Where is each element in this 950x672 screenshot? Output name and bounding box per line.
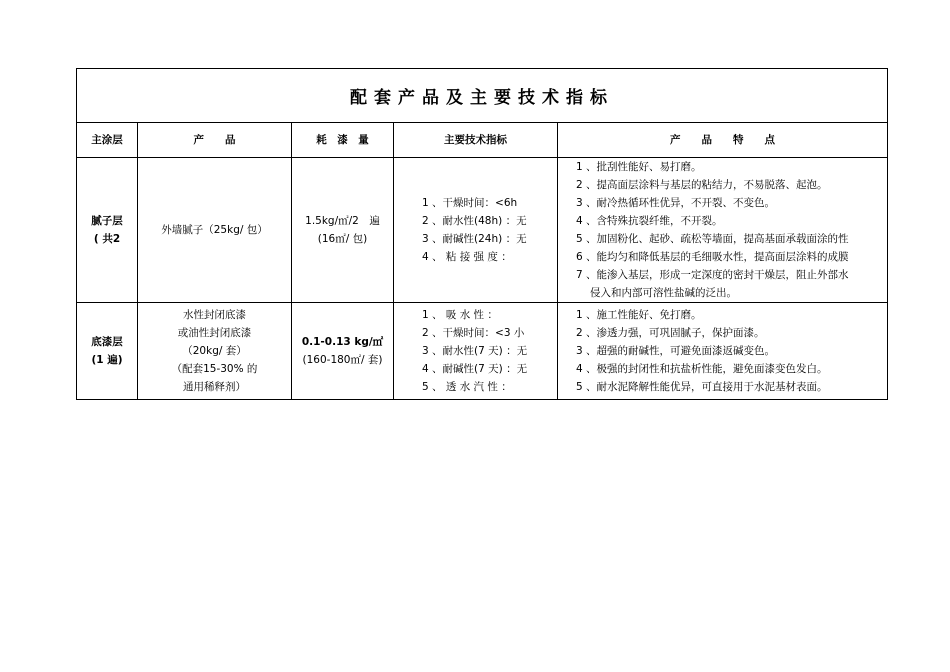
usage-cell: [292, 303, 394, 400]
usage-amount: 1.5kg/㎡/2 遍: [305, 215, 380, 227]
product-line: 或油性封闭底漆: [177, 327, 252, 339]
feature-item: 1 、批刮性能好、易打磨。: [576, 161, 702, 173]
header-spec: 主要技术指标: [394, 123, 558, 158]
spec-cell: [394, 303, 558, 400]
spec-item: 4 、耐碱性(7 天) ：无: [422, 363, 528, 375]
layer-coats: (1 遍): [91, 354, 123, 366]
header-usage: 耗 漆 量: [292, 123, 394, 158]
spec-item: 4 、 粘 接 强 度 ：: [422, 251, 512, 263]
product-line: 通用稀释剂）: [183, 381, 246, 393]
spec-document: [76, 68, 888, 400]
product-line: 外墙腻子（25kg/ 包）: [161, 224, 268, 236]
layer-cell: [77, 158, 138, 303]
usage-cell: [292, 158, 394, 303]
spec-item: 3 、耐水性(7 天) ：无: [422, 345, 528, 357]
layer-cell: [77, 303, 138, 400]
feature-item: 2 、提高面层涂料与基层的粘结力，不易脱落、起泡。: [576, 179, 828, 191]
feature-item: 5 、加固粉化、起砂、疏松等墙面，提高基面承载面涂的性: [576, 233, 849, 245]
product-cell: [138, 303, 292, 400]
spec-table: [77, 123, 887, 399]
layer-name: 腻子层: [91, 215, 123, 227]
table-header-row: [77, 123, 887, 158]
usage-coverage: (16㎡/ 包): [317, 233, 368, 245]
header-layer: 主涂层: [77, 123, 138, 158]
spec-item: 1 、干燥时间：<6h: [422, 197, 518, 209]
layer-name: 底漆层: [91, 336, 123, 348]
spec-item: 2 、耐水性(48h) ：无: [422, 215, 527, 227]
feature-item: 6 、能均匀和降低基层的毛细吸水性，提高面层涂料的成膜: [576, 251, 849, 263]
feature-item: 3 、超强的耐碱性，可避免面漆返碱变色。: [576, 345, 776, 357]
product-line: 水性封闭底漆: [183, 309, 246, 321]
features-cell: [558, 303, 888, 400]
feature-item: 2 、渗透力强，可巩固腻子，保护面漆。: [576, 327, 765, 339]
layer-coats: ( 共2: [93, 233, 121, 245]
table-row: [77, 303, 887, 400]
product-line: （配套15-30% 的: [171, 363, 258, 375]
spec-cell: [394, 158, 558, 303]
feature-item: 7 、能渗入基层，形成一定深度的密封干燥层，阻止外部水: [576, 269, 849, 281]
header-product: 产 品: [138, 123, 292, 158]
feature-item: 侵入和内部可溶性盐碱的泛出。: [590, 287, 737, 299]
features-cell: [558, 158, 888, 303]
document-title: 配套产品及主要技术指标: [77, 69, 887, 123]
product-cell: [138, 158, 292, 303]
table-row: [77, 158, 887, 303]
feature-item: 4 、含特殊抗裂纤维，不开裂。: [576, 215, 723, 227]
product-line: （20kg/ 套）: [182, 345, 247, 357]
usage-amount: 0.1-0.13 kg/㎡: [301, 336, 384, 348]
feature-item: 4 、极强的封闭性和抗盐析性能，避免面漆变色发白。: [576, 363, 828, 375]
usage-coverage: (160-180㎡/ 套): [302, 354, 383, 366]
spec-item: 5 、 透 水 汽 性 ：: [422, 381, 512, 393]
feature-item: 3 、耐冷热循环性优异，不开裂、不变色。: [576, 197, 776, 209]
feature-item: 1 、施工性能好、免打磨。: [576, 309, 702, 321]
feature-item: 5 、耐水泥降解性能优异，可直接用于水泥基材表面。: [576, 381, 828, 393]
spec-item: 2 、干燥时间：<3 小: [422, 327, 525, 339]
spec-item: 3 、耐碱性(24h) ：无: [422, 233, 527, 245]
header-features: 产 品 特 点: [558, 123, 888, 158]
spec-item: 1 、 吸 水 性 ：: [422, 309, 498, 321]
